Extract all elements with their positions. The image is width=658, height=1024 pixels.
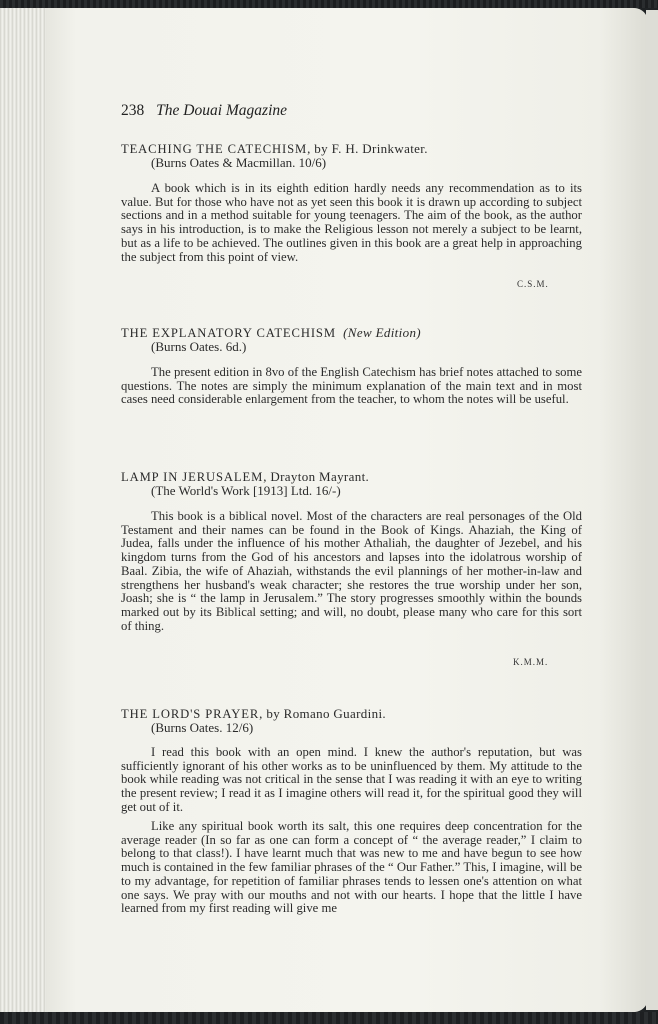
review-edition: (New Edition) — [343, 325, 421, 340]
review-paragraph: This book is a biblical novel. Most of the characters are real personages of the Old Testament and their names can be found in the Book of Kings. Ahaziah, the King of Judea, falls under the influence of his mother Athaliah, the daughter of Jezebel, and his kingdom turns from the God of his ancestors and lapses into the idolatrous worship of Baal. Zibia, the wife of Ahaziah, withstands the evil plannings of her mother-in-law and strengthens her husband's weak character; she restores the true worship under her son, Joash; she is “ the lamp in Jerusalem.” The story progresses smoothly within the bounds marked out by its Biblical setting; and will, no doubt, please many who care for this sort of thing. — [121, 509, 582, 633]
review-paragraph: A book which is in its eighth edition hardly needs any recommendation as to its value. But for those who have not as yet seen this book it is drawn up according to subject sections and in a method suitable for young teenagers. The aim of the book, as the author says in his introduction, is to make the Religious lesson not merely a subject to be learnt, but as a life to be achieved. The outlines given in this book are a great help in approaching the subject from this point of view. — [121, 181, 582, 264]
page-number: 238 — [121, 102, 145, 119]
review-author: , by F. H. Drinkwater. — [307, 141, 428, 156]
page-right-edge — [646, 10, 658, 1010]
review-paragraph: I read this book with an open mind. I knew the author's reputation, but was sufficiently ignorant of his other works as to be uninfluenced by them. My attitude to the book while reading was not critical in the sense that I was reading it with an eye to writing the present review; I read it as I imagine others will read it, for the spiritual good they will get out of it. — [121, 745, 582, 814]
review-title: THE EXPLANATORY CATECHISM — [121, 326, 336, 340]
review-publisher: (Burns Oates. 12/6) — [151, 720, 254, 735]
review-publisher: (Burns Oates & Macmillan. 10/6) — [151, 155, 327, 170]
magazine-title: The Douai Magazine — [156, 102, 288, 119]
review-title: THE LORD'S PRAYER — [121, 707, 260, 721]
review-signature: C.S.M. — [517, 279, 549, 289]
review-publisher: (Burns Oates. 6d.) — [151, 339, 247, 354]
review-paragraph: Like any spiritual book worth its salt, this one requires deep concentration for the average reader (In so far as one can form a concept of “ the average reader,” I claim to belong to that class!). I have learnt much that was new to me and have begun to see how much is contained in the few familiar phrases of the “ Our Father.” This, I imagine, will be to my advantage, for repetition of familiar phrases tends to lessen one's attention on what one says. We pray with our mouths and not with our hearts. I hope that the little I have learned from my first reading will give me — [121, 819, 582, 916]
review-publisher: (The World's Work [1913] Ltd. 16/-) — [151, 483, 341, 498]
scanner-frame-bottom — [0, 1012, 658, 1024]
review-signature: K.M.M. — [513, 657, 549, 667]
review-author: , Drayton Mayrant. — [263, 469, 370, 484]
running-head — [121, 102, 287, 120]
scanner-frame-top — [0, 0, 658, 8]
review-paragraph: The present edition in 8vo of the English Catechism has brief notes attached to some questions. The notes are simply the minimum explanation of the main text and in most cases need considerable enlargement from the teacher, to whom the notes will be useful. — [121, 365, 582, 407]
review-title: TEACHING THE CATECHISM — [121, 142, 308, 156]
review-title: LAMP IN JERUSALEM — [121, 470, 264, 484]
review-author: , by Romano Guardini. — [259, 706, 387, 721]
page-stack-edges — [0, 8, 50, 1012]
